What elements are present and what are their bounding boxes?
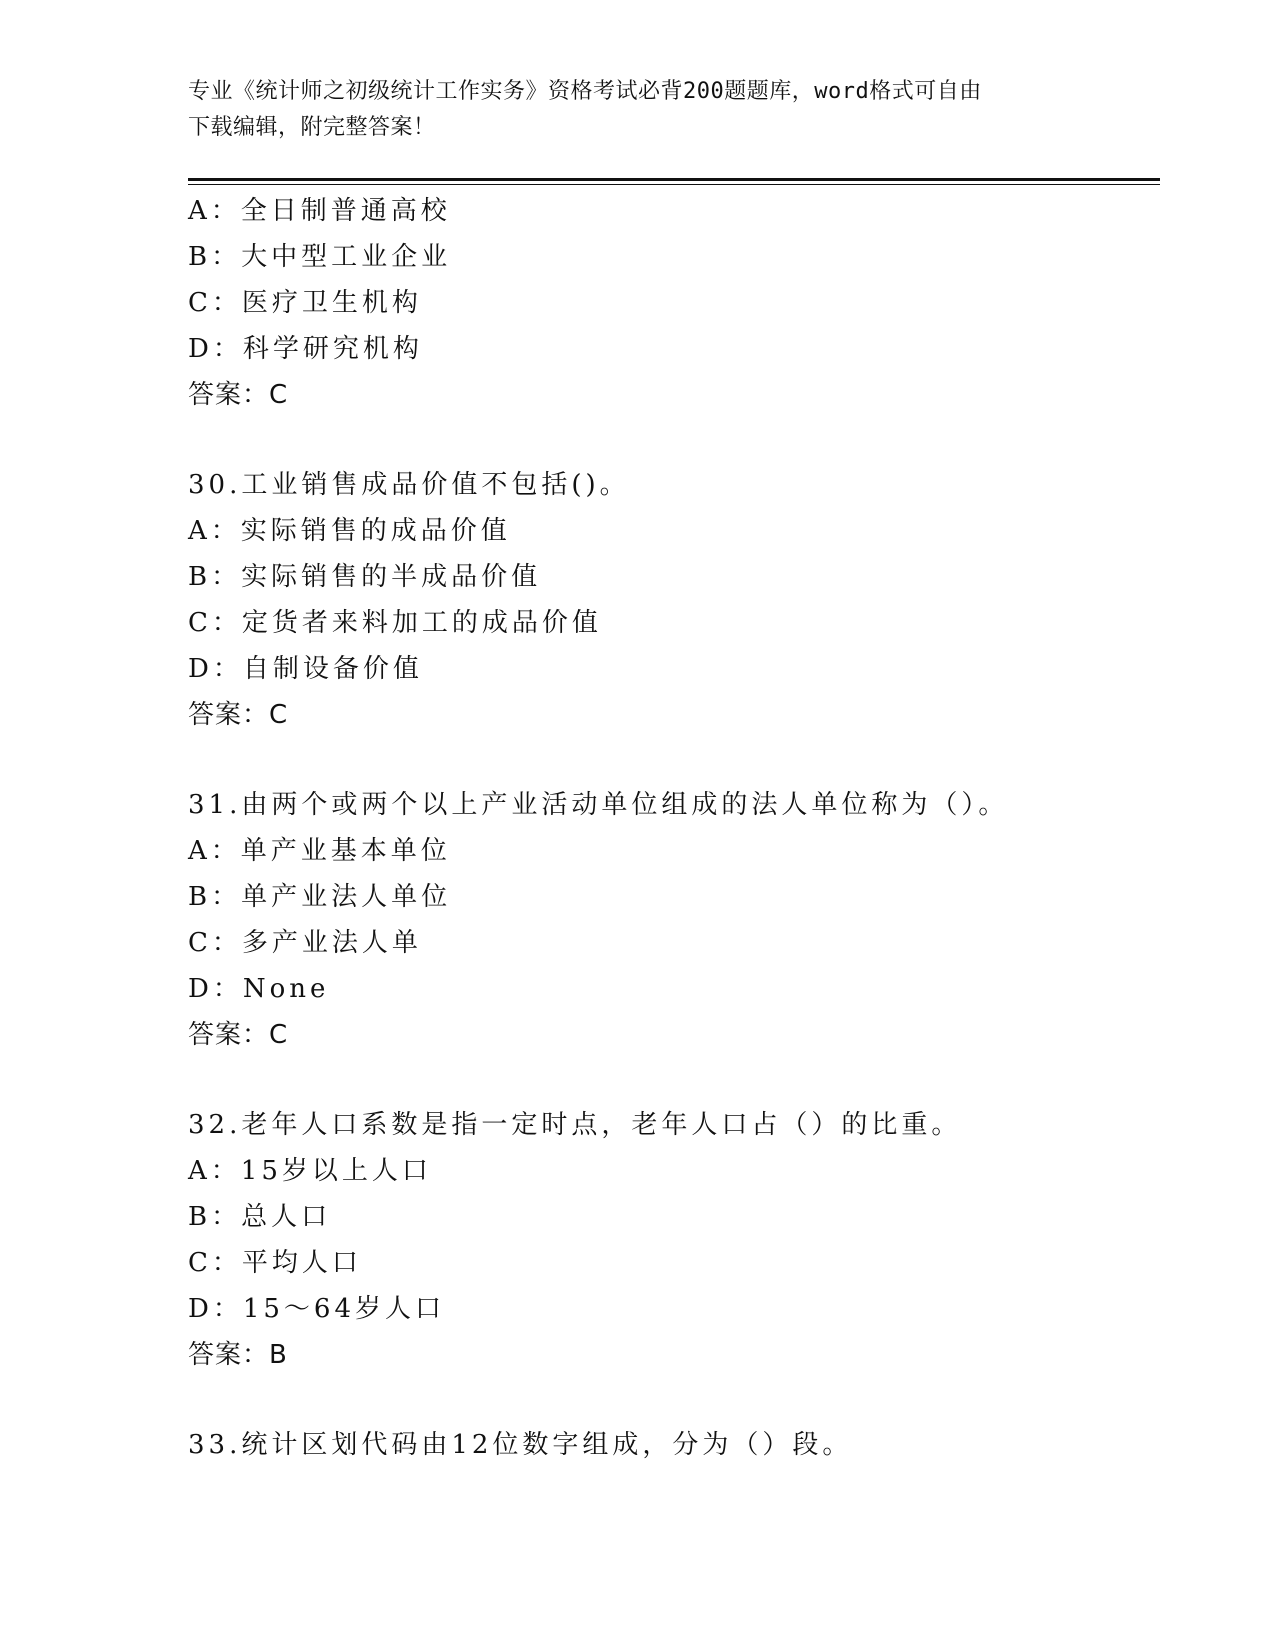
question-text: 32.老年人口系数是指一定时点，老年人口占（）的比重。 — [188, 1110, 962, 1140]
answer-line: 答案：C — [188, 380, 289, 410]
option-b: B：大中型工业企业 — [188, 242, 452, 272]
header-divider-thin — [188, 184, 1160, 185]
question-31 — [188, 782, 1168, 1058]
spacer — [188, 1378, 1168, 1422]
answer-line: 答案：C — [188, 1020, 289, 1050]
question-text: 30.工业销售成品价值不包括()。 — [188, 470, 630, 500]
option-c: C：平均人口 — [188, 1248, 362, 1278]
option-d: D：None — [188, 974, 330, 1004]
option-a: A：15岁以上人口 — [188, 1156, 432, 1186]
option-c: C：多产业法人单 — [188, 928, 422, 958]
option-d: D：15～64岁人口 — [188, 1294, 446, 1324]
question-text: 33.统计区划代码由12位数字组成，分为（）段。 — [188, 1430, 853, 1460]
answer-line: 答案：B — [188, 1340, 288, 1370]
question-29-options-block — [188, 188, 1168, 418]
option-c: C：定货者来料加工的成品价值 — [188, 608, 602, 638]
header-title-line-2: 下载编辑，附完整答案！ — [188, 115, 436, 140]
header-title-line-1: 专业《统计师之初级统计工作实务》资格考试必背200题题库，word格式可自由 — [188, 79, 982, 104]
option-b: B：总人口 — [188, 1202, 332, 1232]
spacer — [188, 1058, 1168, 1102]
option-d: D：自制设备价值 — [188, 654, 423, 684]
document-header — [188, 74, 1088, 146]
question-text: 31.由两个或两个以上产业活动单位组成的法人单位称为（）。 — [188, 790, 1009, 820]
option-a: A：全日制普通高校 — [188, 196, 451, 226]
answer-line: 答案：C — [188, 700, 289, 730]
question-30 — [188, 462, 1168, 738]
spacer — [188, 738, 1168, 782]
option-a: A：实际销售的成品价值 — [188, 516, 511, 546]
question-32 — [188, 1102, 1168, 1378]
question-list — [188, 188, 1168, 1468]
option-d: D：科学研究机构 — [188, 334, 423, 364]
question-33 — [188, 1422, 1168, 1468]
option-c: C：医疗卫生机构 — [188, 288, 422, 318]
spacer — [188, 418, 1168, 462]
option-a: A：单产业基本单位 — [188, 836, 451, 866]
header-divider-thick — [188, 178, 1160, 181]
option-b: B：实际销售的半成品价值 — [188, 562, 542, 592]
option-b: B：单产业法人单位 — [188, 882, 452, 912]
